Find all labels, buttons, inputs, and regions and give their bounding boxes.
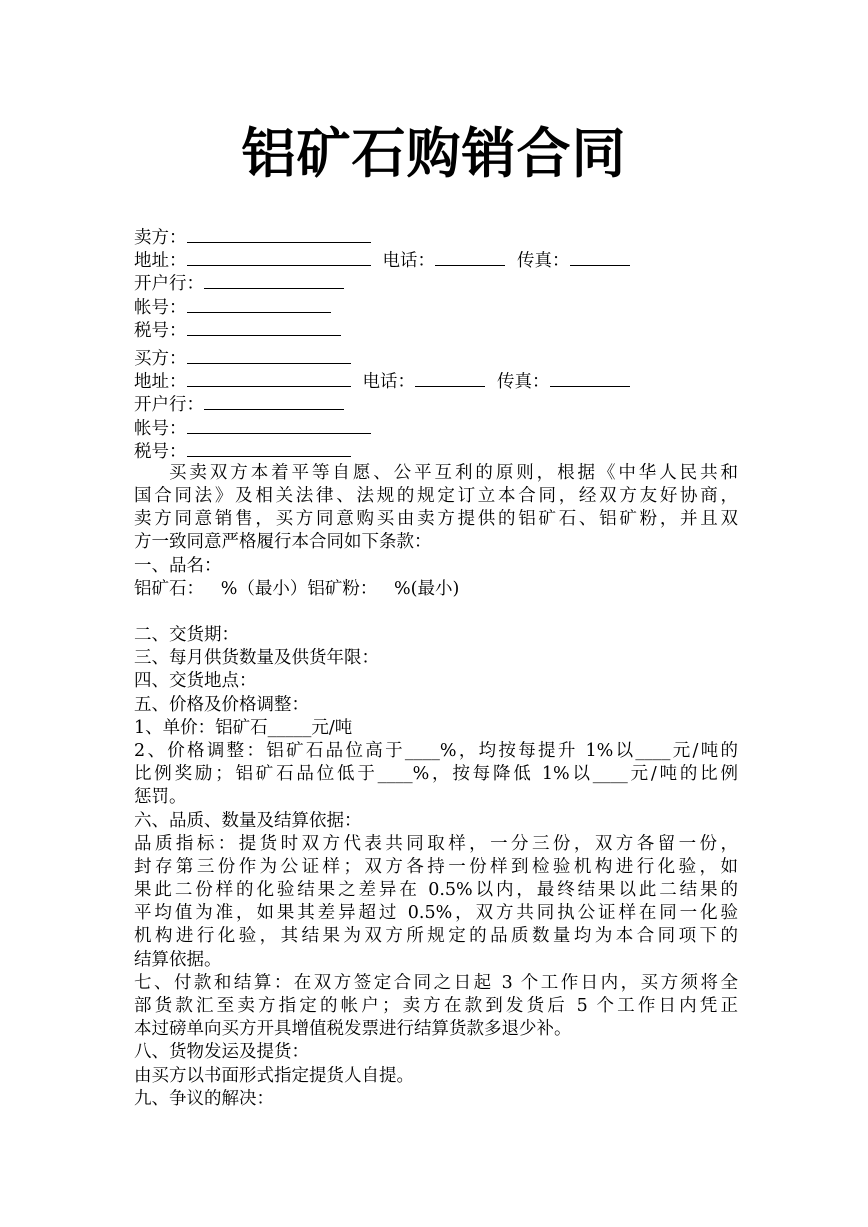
clause-5-unit-price: 1、单价：铝矿石_____元/吨 [134,717,353,738]
buyer-address-label: 地址： [134,372,187,393]
seller-name-line [134,225,738,248]
clause-5-heading: 五、价格及价格调整： [134,694,309,715]
seller-address-line [134,248,738,271]
buyer-account-line [134,416,738,439]
clause-7-line: 本过磅单向买方开具增值税发票进行结算货款多退少补。 [134,1019,572,1040]
buyer-tax-blank [187,439,351,457]
clause-5-adjustment-line: 惩罚。 [134,787,187,808]
clause-1-heading: 一、品名： [134,555,222,576]
seller-address-blank [187,248,371,266]
clause-6-text-line: 果此二份样的化验结果之差异在 0.5%以内，最终结果以此二结果的 [134,880,738,901]
intro-line: 买卖双方本着平等自愿、公平互利的原则，根据《中华人民共和 [169,462,738,483]
buyer-address-blank [187,369,351,387]
seller-bank-label: 开户行： [134,274,204,295]
buyer-bank-blank [204,392,344,410]
buyer-phone-label: 电话： [362,372,415,393]
seller-fax-blank [570,248,630,266]
buyer-tax-label: 税号： [134,441,187,462]
buyer-name-line [134,346,738,369]
buyer-account-label: 帐号： [134,418,187,439]
seller-bank-line [134,271,738,294]
clause-6-text-line: 品质指标：提货时双方代表共同取样，一分三份，双方各留一份， [134,833,738,854]
seller-account-label: 帐号： [134,297,187,318]
clause-5-adjustment-line: 2、价格调整：铝矿石品位高于____%，均按每提升 1%以____元/吨的 [134,740,738,761]
buyer-phone-blank [415,369,485,387]
intro-line: 卖方同意销售，买方同意购买由卖方提供的铝矿石、铝矿粉，并且双 [134,509,738,530]
clause-1-product-line: 铝矿石： %（最小）铝矿粉： %(最小) [134,578,460,599]
buyer-bank-line [134,392,738,415]
seller-tax-label: 税号： [134,320,187,341]
seller-tax-line [134,318,738,341]
clause-2-heading: 二、交货期： [134,625,239,645]
seller-name-label: 卖方： [134,228,187,248]
buyer-bank-label: 开户行： [134,395,204,416]
clause-7-line: 七、付款和结算：在双方签定合同之日起 3 个工作日内，买方须将全 [134,972,738,993]
clause-5-adjustment-line: 比例奖励；铝矿石品位低于____%，按每降低 1%以____元/吨的比例 [134,764,738,785]
intro-line: 方一致同意严格履行本合同如下条款： [134,532,432,553]
clause-4-heading: 四、交货地点： [134,671,257,692]
clause-8-text: 由买方以书面形式指定提货人自提。 [134,1065,414,1086]
clause-6-text-line: 结算依据。 [134,949,222,970]
intro-line: 国合同法》及相关法律、法规的规定订立本合同，经双方友好协商， [134,486,738,507]
buyer-tax-line [134,439,738,462]
seller-account-blank [187,295,331,313]
seller-bank-blank [204,271,344,289]
clause-6-text-line: 封存第三份作为公证样；双方各持一份样到检验机构进行化验，如 [134,856,738,877]
clause-6-text-line: 平均值为准，如果其差异超过 0.5%，双方共同执公证样在同一化验 [134,903,738,924]
buyer-fax-blank [550,369,630,387]
clause-8-heading: 八、货物发运及提货： [134,1042,309,1063]
buyer-name-label: 买方： [134,348,187,369]
buyer-account-blank [187,416,371,434]
buyer-name-blank [187,346,351,364]
seller-name-blank [187,225,371,243]
clause-9-heading: 九、争议的解决： [134,1088,274,1109]
seller-address-label: 地址： [134,251,187,272]
clause-3-heading: 三、每月供货数量及供货年限： [134,648,379,669]
clause-7-line: 部货款汇至卖方指定的帐户；卖方在款到发货后 5 个工作日内凭正 [134,996,738,1016]
seller-fax-label: 传真： [517,251,570,272]
buyer-fax-label: 传真： [497,372,550,393]
contract-body [134,225,738,1111]
page-title: 铝矿石购销合同 [241,121,627,185]
seller-phone-label: 电话： [382,251,435,272]
clause-6-heading: 六、品质、数量及结算依据： [134,810,362,831]
clause-6-text-line: 机构进行化验，其结果为双方所规定的品质数量均为本合同项下的 [134,926,738,947]
seller-phone-blank [435,248,505,266]
seller-account-line [134,295,738,318]
seller-tax-blank [187,318,341,336]
buyer-address-line [134,369,738,392]
